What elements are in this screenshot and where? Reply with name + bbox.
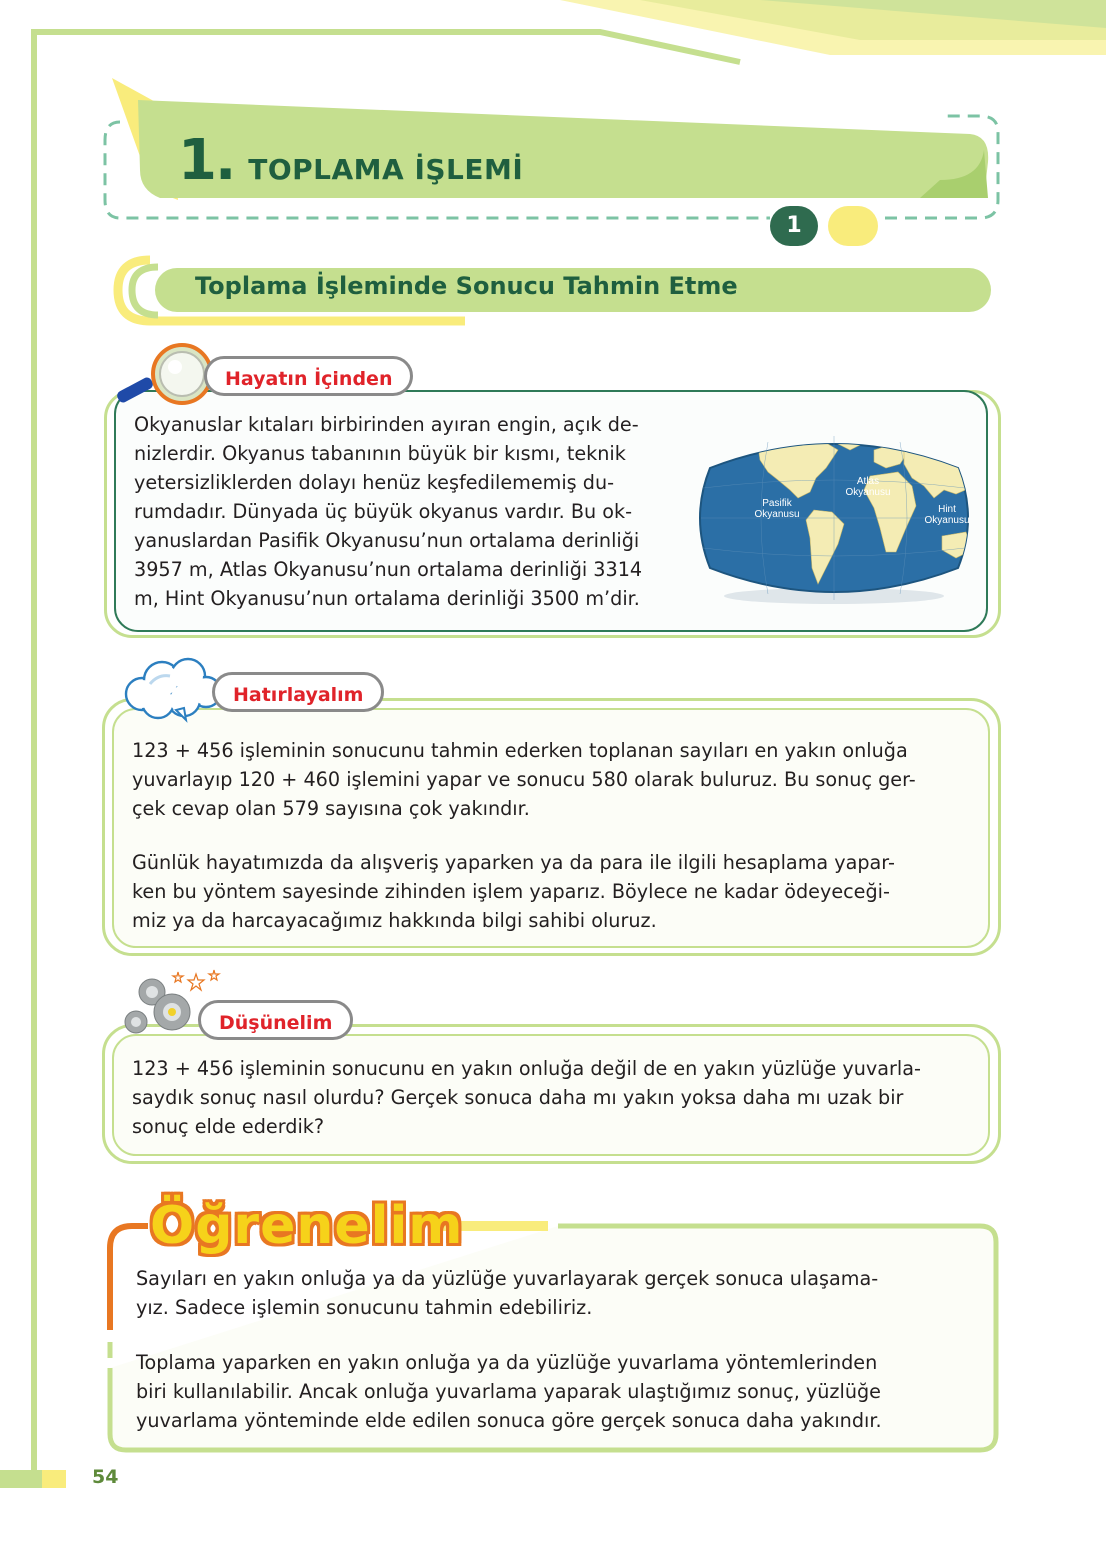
text-line: çek cevap olan 579 sayısına çok yakındır.: [132, 797, 530, 820]
text-line: m, Hint Okyanusu’nun ortalama derinliği 3500 m’dir.: [134, 587, 640, 610]
chapter-badge-decoration: [828, 206, 878, 246]
text-line: saydık sonuç nasıl olurdu? Gerçek sonuca daha mı yakın yoksa daha mı uzak bir: [132, 1086, 904, 1109]
dusun-text: [132, 1054, 966, 1141]
text-line: yetersizliklerden dolayı henüz keşfedilememiş du-: [134, 471, 615, 494]
hatirla-text-2: [132, 848, 966, 935]
chapter-badge: 1: [770, 206, 818, 246]
text-line: Toplama yaparken en yakın onluğa ya da yüzlüğe yuvarlama yöntemlerinden: [136, 1351, 878, 1374]
hatirla-label: Hatırlayalım: [212, 672, 384, 712]
text-line: yuvarlama yönteminde elde edilen sonuca göre gerçek sonuca daha yakındır.: [136, 1409, 882, 1432]
text-line: sonuç elde ederdik?: [132, 1115, 325, 1138]
text-line: biri kullanılabilir. Ancak onluğa yuvarlama yaparak ulaştığımız sonuç, yüzlüğe: [136, 1380, 881, 1403]
chapter-title: [178, 128, 524, 193]
text-line: Sayıları en yakın onluğa ya da yüzlüğe yuvarlayarak gerçek sonuca ulaşama-: [136, 1267, 879, 1290]
hayatin-label: Hayatın İçinden: [204, 356, 413, 396]
map-label-pacific: Pasifik Okyanusu: [754, 498, 800, 520]
text-line: yuvarlayıp 120 + 460 işlemini yapar ve sonucu 580 olarak buluruz. Bu sonuç ger-: [132, 768, 916, 791]
text-line: miz ya da harcayacağımız hakkında bilgi sahibi oluruz.: [132, 909, 657, 932]
text-line: yanuslardan Pasifik Okyanusu’nun ortalama derinliği: [134, 529, 640, 552]
text-line: rumdadır. Dünyada üç büyük okyanus vardır. Bu ok-: [134, 500, 633, 523]
page-number: 54: [92, 1466, 119, 1488]
text-line: Okyanuslar kıtaları birbirinden ayıran engin, açık de-: [134, 413, 639, 436]
map-label-atlantic: Atlas Okyanusu: [845, 476, 891, 498]
hayatin-text: [134, 410, 688, 613]
ogren-text-2: [136, 1348, 970, 1435]
text-line: 123 + 456 işleminin sonucunu en yakın onluğa değil de en yakın yüzlüğe yuvarla-: [132, 1057, 921, 1080]
text-line: yız. Sadece işlemin sonucunu tahmin edebiliriz.: [136, 1296, 593, 1319]
section-title: Toplama İşleminde Sonucu Tahmin Etme: [195, 272, 738, 300]
magnifier-icon: [112, 340, 216, 412]
hatirla-text-1: [132, 736, 966, 823]
text-line: nizlerdir. Okyanus tabanının büyük bir kısmı, teknik: [134, 442, 626, 465]
dusun-label: Düşünelim: [198, 1000, 353, 1040]
text-line: 3957 m, Atlas Okyanusu’nun ortalama derinliği 3314: [134, 558, 643, 581]
map-label-indian: Hint Okyanusu: [924, 504, 970, 526]
text-line: 123 + 456 işleminin sonucunu tahmin ederken toplanan sayıları en yakın onluğa: [132, 739, 908, 762]
chapter-name: TOPLAMA İŞLEMİ: [248, 153, 524, 186]
chapter-number: 1.: [178, 128, 235, 193]
ogren-text-1: [136, 1264, 970, 1322]
ogren-label: Öğrenelim: [150, 1196, 464, 1256]
text-line: Günlük hayatımızda da alışveriş yaparken ya da para ile ilgili hesaplama yapar-: [132, 851, 895, 874]
text-line: ken bu yöntem sayesinde zihinden işlem yaparız. Böylece ne kadar ödeyeceği-: [132, 880, 890, 903]
